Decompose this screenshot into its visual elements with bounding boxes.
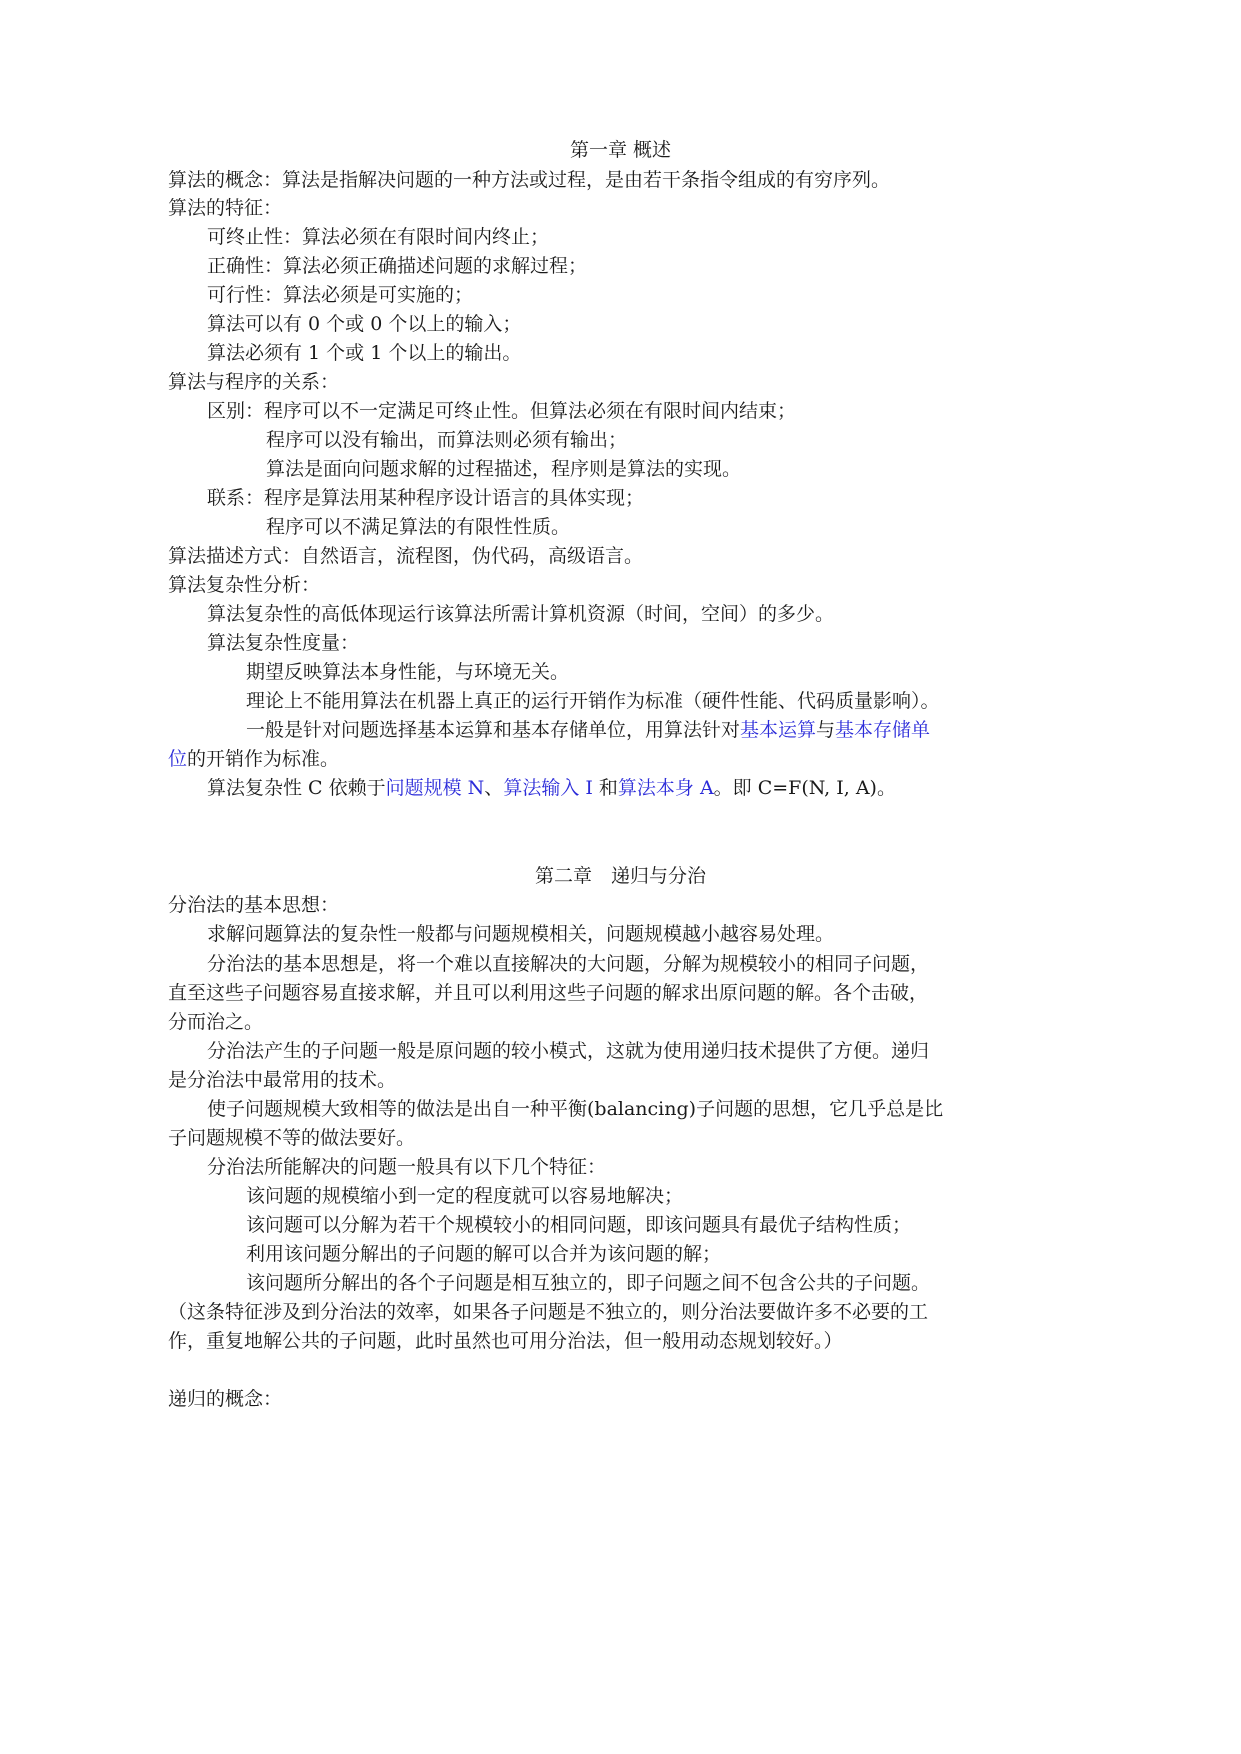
idea-heading: 分治法的基本思想： — [168, 894, 340, 916]
basic-storage-link[interactable]: 位 — [168, 748, 188, 770]
link-item: 程序可以不满足算法的有限性性质。 — [266, 516, 571, 538]
feature-item: 算法可以有 0 个或 0 个以上的输入； — [207, 313, 522, 335]
paragraph-text: 子问题规模不等的做法要好。 — [168, 1127, 416, 1149]
paragraph-text: 分治法产生的子问题一般是原问题的较小模式，这就为使用递归技术提供了方便。递归 — [207, 1040, 930, 1062]
algorithm-itself-link[interactable]: 算法本身 A — [617, 777, 714, 799]
note-text: （这条特征涉及到分治法的效率，如果各子问题是不独立的，则分治法要做许多不必要的工 — [168, 1301, 929, 1323]
paragraph-text: 分治法所能解决的问题一般具有以下几个特征： — [207, 1156, 607, 1178]
measure-text: 期望反映算法本身性能，与环境无关。 — [246, 661, 570, 683]
complexity-heading: 算法复杂性分析： — [168, 574, 321, 596]
chapter-1-title: 第一章 概述 — [569, 139, 672, 161]
feature-item: 算法必须有 1 个或 1 个以上的输出。 — [207, 342, 522, 364]
paragraph-text: 分治法的基本思想是，将一个难以直接解决的大问题，分解为规模较小的相同子问题， — [207, 953, 930, 975]
paragraph-text: 求解问题算法的复杂性一般都与问题规模相关，问题规模越小越容易处理。 — [207, 923, 835, 945]
complexity-text: 算法复杂性的高低体现运行该算法所需计算机资源（时间，空间）的多少。 — [207, 603, 835, 625]
formula-text: 。即 C=F(N, I, A)。 — [713, 777, 896, 799]
relation-heading: 算法与程序的关系： — [168, 371, 340, 393]
recursion-heading: 递归的概念： — [168, 1388, 283, 1410]
formula-text: 算法复杂性 C 依赖于 — [207, 777, 386, 799]
feature-item: 正确性：算法必须正确描述问题的求解过程； — [207, 255, 588, 277]
link-item: 联系：程序是算法用某种程序设计语言的具体实现； — [207, 487, 645, 509]
paragraph-text: 直至这些子问题容易直接求解，并且可以利用这些子问题的解求出原问题的解。各个击破， — [168, 982, 929, 1004]
connector-text: 与 — [816, 719, 836, 741]
problem-size-link[interactable]: 问题规模 N — [385, 777, 485, 799]
description-methods: 算法描述方式：自然语言，流程图，伪代码，高级语言。 — [168, 545, 644, 567]
dc-feature-item: 该问题所分解出的各个子问题是相互独立的，即子问题之间不包含公共的子问题。 — [246, 1272, 931, 1294]
measure-text: 理论上不能用算法在机器上真正的运行开销作为标准（硬件性能、代码质量影响）。 — [246, 690, 940, 712]
measure-text: 一般是针对问题选择基本运算和基本存储单位，用算法针对 — [246, 719, 741, 741]
paragraph-text: 是分治法中最常用的技术。 — [168, 1069, 397, 1091]
paragraph-text: 分而治之。 — [168, 1011, 264, 1033]
difference-item: 算法是面向问题求解的过程描述，程序则是算法的实现。 — [266, 458, 742, 480]
measure-line — [246, 716, 930, 744]
dc-feature-item: 该问题可以分解为若干个规模较小的相同问题，即该问题具有最优子结构性质； — [246, 1214, 912, 1236]
basic-storage-link[interactable]: 基本存储单 — [835, 719, 931, 741]
complexity-formula-line — [207, 774, 896, 802]
separator-text: 、 — [484, 777, 504, 799]
note-text: 作，重复地解公共的子问题，此时虽然也可用分治法，但一般用动态规划较好。） — [168, 1330, 843, 1352]
basic-operation-link[interactable]: 基本运算 — [740, 719, 817, 741]
dc-feature-item: 该问题的规模缩小到一定的程度就可以容易地解决； — [246, 1185, 684, 1207]
paragraph-text: 使子问题规模大致相等的做法是出自一种平衡(balancing)子问题的思想，它几乎总是比 — [207, 1098, 944, 1120]
algorithm-concept: 算法的概念：算法是指解决问题的一种方法或过程，是由若干条指令组成的有穷序列。 — [168, 169, 891, 191]
measure-line — [168, 745, 339, 773]
dc-feature-item: 利用该问题分解出的子问题的解可以合并为该问题的解； — [246, 1243, 722, 1265]
difference-item: 区别：程序可以不一定满足可终止性。但算法必须在有限时间内结束； — [207, 400, 797, 422]
measure-text: 的开销作为标准。 — [187, 748, 340, 770]
algorithm-input-link[interactable]: 算法输入 I — [503, 777, 593, 799]
difference-item: 程序可以没有输出，而算法则必须有输出； — [266, 429, 628, 451]
features-heading: 算法的特征： — [168, 197, 283, 219]
measure-heading: 算法复杂性度量： — [207, 632, 360, 654]
separator-text: 和 — [592, 777, 618, 799]
feature-item: 可终止性：算法必须在有限时间内终止； — [207, 226, 550, 248]
chapter-2-title: 第二章 递归与分治 — [534, 865, 706, 887]
feature-item: 可行性：算法必须是可实施的； — [207, 284, 474, 306]
